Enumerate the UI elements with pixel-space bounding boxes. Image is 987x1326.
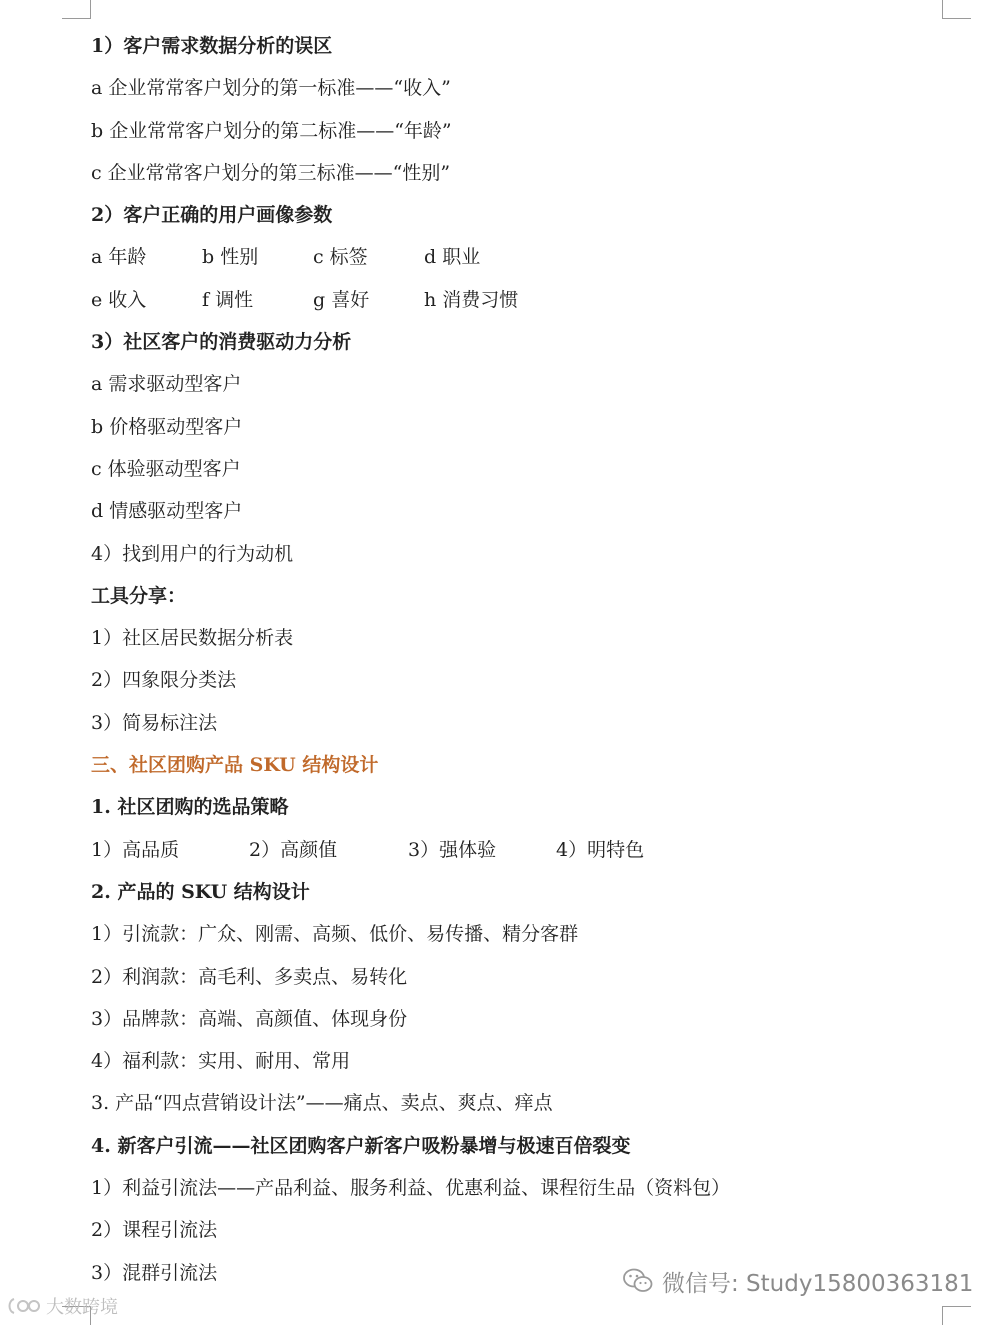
- text-line: 3. 产品“四点营销设计法”——痛点、卖点、爽点、痒点: [91, 1092, 553, 1115]
- text-line: b 企业常常客户划分的第二标准——“年龄”: [91, 119, 452, 142]
- wechat-watermark: [622, 1263, 973, 1299]
- inline-list-row: [91, 282, 951, 324]
- text-line: a 需求驱动型客户: [91, 373, 242, 396]
- list-cell: 3）强体验: [408, 838, 497, 861]
- text-line: 4）福利款：实用、耐用、常用: [91, 1050, 351, 1073]
- list-cell: 1）高品质: [91, 838, 180, 861]
- section-title: 1. 社区团购的选品策略: [91, 796, 289, 819]
- text-line: 2）课程引流法: [91, 1219, 218, 1242]
- list-cell: a 年龄: [91, 246, 147, 269]
- crop-mark-top-right: [942, 0, 971, 19]
- wechat-icon: [622, 1267, 654, 1295]
- list-cell: e 收入: [91, 288, 147, 311]
- text-line: 3）简易标注法: [91, 711, 218, 734]
- list-cell: g 喜好: [313, 288, 370, 311]
- list-cell: 4）明特色: [556, 838, 645, 861]
- text-line: b 价格驱动型客户: [91, 415, 243, 438]
- text-line: 1）社区居民数据分析表: [91, 627, 294, 650]
- section-title: 工具分享：: [91, 584, 187, 607]
- brand-logo: [6, 1293, 118, 1319]
- text-line: 2）四象限分类法: [91, 669, 237, 692]
- text-line: 2）利润款：高毛利、多卖点、易转化: [91, 965, 408, 988]
- section-title: 2. 产品的 SKU 结构设计: [91, 880, 310, 903]
- text-line: 3）混群引流法: [91, 1261, 218, 1284]
- chapter-heading: 三、社区团购产品 SKU 结构设计: [91, 754, 379, 777]
- text-line: d 情感驱动型客户: [91, 500, 243, 523]
- inline-list-row: [91, 239, 951, 281]
- text-line: c 企业常常客户划分的第三标准——“性别”: [91, 161, 451, 184]
- watermark-text: 微信号: Study15800363181: [662, 1270, 974, 1297]
- text-line: 3）品牌款：高端、高颜值、体现身份: [91, 1007, 408, 1030]
- section-title: 2）客户正确的用户画像参数: [91, 204, 333, 227]
- crop-mark-bottom-right: [942, 1306, 971, 1325]
- list-cell: f 调性: [202, 288, 254, 311]
- list-cell: c 标签: [313, 246, 368, 269]
- list-cell: 2）高颜值: [249, 838, 338, 861]
- logo-text: 大数跨境: [46, 1297, 118, 1318]
- section-title: 1）客户需求数据分析的误区: [91, 35, 333, 57]
- section-title: 3）社区客户的消费驱动力分析: [91, 331, 352, 354]
- logo-icon: [6, 1295, 42, 1317]
- inline-list-row: [91, 832, 951, 874]
- text-line: c 体验驱动型客户: [91, 457, 241, 480]
- text-line: 1）引流款：广众、刚需、高频、低价、易传播、精分客群: [91, 923, 579, 946]
- list-cell: d 职业: [424, 246, 481, 269]
- crop-mark-top-left: [62, 0, 91, 19]
- list-cell: b 性别: [202, 246, 259, 269]
- text-line: 1）利益引流法——产品利益、服务利益、优惠利益、课程衍生品（资料包）: [91, 1177, 731, 1200]
- list-cell: h 消费习惯: [424, 288, 519, 311]
- document-body: [91, 28, 951, 1297]
- text-line: 4）找到用户的行为动机: [91, 542, 294, 565]
- section-title: 4. 新客户引流——社区团购客户新客户吸粉暴增与极速百倍裂变: [91, 1134, 631, 1157]
- text-line: a 企业常常客户划分的第一标准——“收入”: [91, 77, 451, 100]
